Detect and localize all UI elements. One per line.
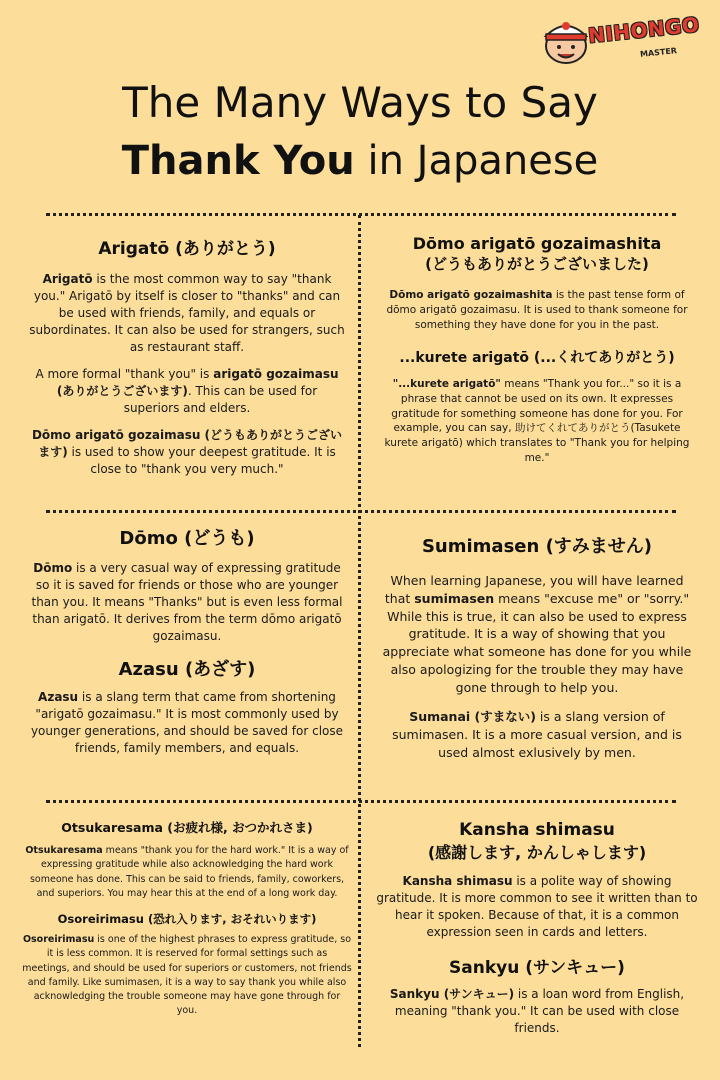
section-paragraph [376, 377, 698, 466]
section-heading: Dōmo (どうも) [119, 528, 255, 549]
divider-top [46, 213, 676, 216]
text: means "excuse me" or "sorry." While this is true, it can also be used to express gratitude. It is a way of showing that you appreciate what someone has done for you while also apologizing for the trouble they may have gone through to help you. [382, 590, 692, 695]
logo-subtext: MASTER [639, 46, 678, 59]
term: Kansha shimasu [402, 874, 513, 888]
section-paragraph [28, 689, 346, 757]
section-heading: Arigatō (ありがとう) [98, 239, 276, 259]
section-paragraph [376, 986, 698, 1037]
term: Dōmo arigatō gozaimasu (どうもありがとうございます) [31, 428, 343, 460]
section-domo-azasu [28, 524, 346, 757]
section-domo-arigato-gozaimashita [376, 234, 698, 466]
section-heading: Azasu (あざす) [118, 659, 256, 681]
section-otsukaresama [22, 818, 352, 1019]
text: is a very casual way of expressing gratitude so it is saved for friends or those who are younger than you. It means "Thanks" but is even less formal than arigatō. It derives from the term dōmo arigatō gozaimasu. [31, 561, 343, 644]
text: is a loan word from English, meaning "thank you." It can be used with close friends. [394, 987, 685, 1036]
text: is one of the highest phrases to express gratitude, so it is less common. It is reserved for formal settings such as meetings, and should be used for superiors or customers, not friends and family. Like sumimasen, it is a way to say thank you while also acknowledging the trouble someone may have gone through for you. [22, 934, 352, 1017]
text: means "Thank you for..." so it is a phrase that cannot be used on its own. It expresses gratitude for something someone has done for you. For example, you can say, 助けてくれてありがとう(Tasukete kurete arigatō) which translates to "Thank you for helping me." [384, 377, 690, 465]
nihongo-master-logo [540, 12, 700, 68]
term: Dōmo arigatō gozaimashita [389, 289, 553, 301]
term: arigatō gozaimasu (ありがとうございます) [56, 367, 339, 399]
section-heading: Osoreirimasu (恐れ入ります, おそれいります) [57, 912, 317, 926]
section-heading: (感謝します, かんしゃします) [427, 843, 647, 862]
logo-text: NIHONGO [587, 12, 701, 48]
text: A more formal "thank you" is [35, 367, 214, 382]
section-heading: Sumimasen (すみません) [421, 536, 653, 557]
section-heading: Kansha shimasu [459, 820, 615, 840]
term: Arigatō [42, 272, 93, 286]
text: is the past tense form of dōmo arigatō gozaimasu. It is used to thank someone for something they have done for you in the past. [386, 289, 688, 331]
section-heading: Dōmo arigatō gozaimashita [412, 234, 662, 253]
term: Dōmo [33, 561, 73, 575]
section-paragraph [28, 427, 346, 478]
page-title-line1: The Many Ways to Say [122, 78, 598, 127]
text: . This can be used for superiors and elders. [123, 384, 318, 416]
text: is used to show your deepest gratitude. It is close to "thank you very much." [67, 445, 336, 477]
section-paragraph [28, 366, 346, 417]
section-paragraph [28, 560, 346, 645]
term: Azasu [38, 690, 79, 705]
divider-middle-2 [46, 800, 676, 803]
section-heading: (どうもありがとうございました) [425, 255, 649, 273]
section-heading: ...kurete arigatō (...くれてありがとう) [399, 349, 675, 366]
divider-middle-1 [46, 510, 676, 513]
section-arigato [28, 234, 346, 478]
section-paragraph [28, 271, 346, 356]
text: is a slang term that came from shortening "arigatō gozaimasu." It is most commonly used by younger generations, and should be saved for close friends, family members, and equals. [30, 690, 344, 756]
section-sumimasen [376, 532, 698, 762]
term: Otsukaresama [25, 845, 103, 856]
text: is the most common way to say "thank you." Arigatō by itself is closer to "thanks" and can be used with friends, family, and equals or subordinates. It can also be used for strangers, such as restaurant staff. [29, 272, 345, 355]
page-title-line2 [0, 138, 720, 184]
text: is a polite way of showing gratitude. It is more common to see it written than to hear it spoken. Because of that, it is a common expression seen in cards and letters. [376, 874, 698, 940]
section-kansha-shimasu [376, 820, 698, 1037]
section-paragraph [22, 933, 352, 1019]
text: When learning Japanese, you will have learned that [384, 573, 684, 606]
section-paragraph [376, 708, 698, 761]
section-paragraph [376, 572, 698, 696]
divider-vertical [358, 215, 361, 1047]
section-paragraph [376, 873, 698, 941]
title-bold: Thank You [121, 138, 355, 184]
section-paragraph [376, 288, 698, 333]
term: Sankyu (サンキュー) [389, 987, 515, 1002]
title-rest: in Japanese [354, 138, 599, 184]
term: "...kurete arigatō" [392, 377, 501, 390]
section-paragraph [22, 844, 352, 901]
section-heading: Otsukaresama (お疲れ様, おつかれさま) [61, 820, 313, 835]
term: sumimasen [414, 590, 495, 606]
text: means "thank you for the hard work." It is a way of expressing gratitude while also acknowledging the hard work someone has done. This can be said to friends, family, coworkers, and superiors. You may hear this at the end of a long work day. [29, 845, 349, 899]
term: Sumanai (すまない) [409, 709, 536, 725]
term: Osoreirimasu [22, 934, 95, 945]
text: is a slang version of sumimasen. It is a more casual version, and is used almost exlusively by men. [392, 709, 682, 760]
section-heading: Sankyu (サンキュー) [449, 958, 625, 979]
